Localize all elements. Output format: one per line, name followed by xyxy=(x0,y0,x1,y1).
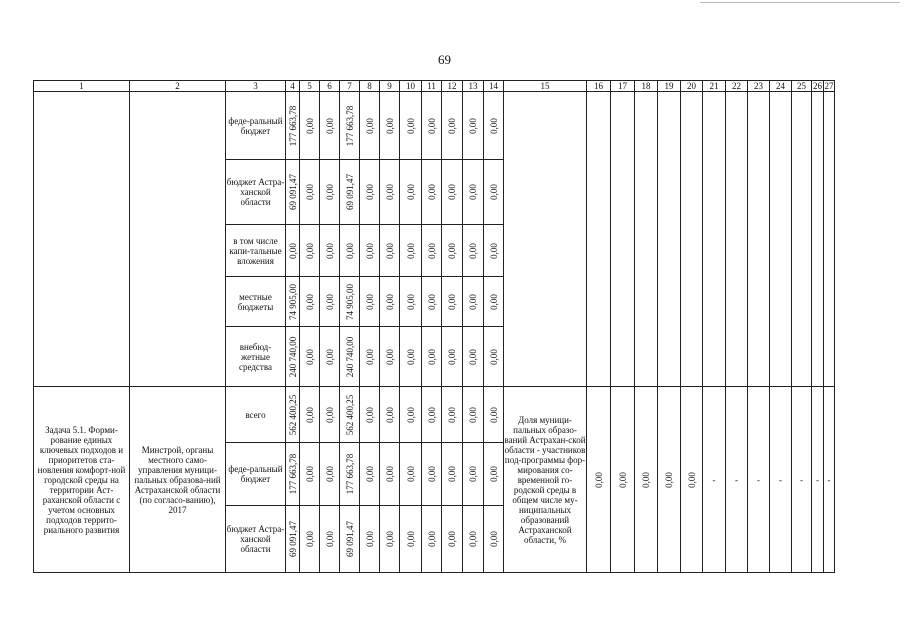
value-text: 0,00 xyxy=(304,184,315,200)
value-cell xyxy=(380,327,400,387)
indicator-dash: - xyxy=(812,387,824,573)
value-text: 0,00 xyxy=(304,117,315,134)
value-text: 0,00 xyxy=(384,466,395,482)
value-cell xyxy=(422,225,442,277)
value-text: 0,00 xyxy=(488,293,499,310)
value-text: 0,00 xyxy=(364,242,375,259)
indicator-dash: - xyxy=(770,387,792,573)
value-text: 0,00 xyxy=(426,242,437,259)
value-cell xyxy=(484,160,504,225)
column-number: 22 xyxy=(726,81,748,92)
value-cell xyxy=(286,277,300,327)
value-cell xyxy=(380,277,400,327)
column-number: 4 xyxy=(286,81,300,92)
indicator-value-empty xyxy=(635,92,658,387)
value-text: 0,00 xyxy=(384,242,395,259)
value-cell xyxy=(400,160,422,225)
value-cell xyxy=(463,506,484,573)
value-text: 0,00 xyxy=(488,117,499,134)
column-number: 13 xyxy=(463,81,484,92)
value-cell xyxy=(484,443,504,506)
value-text: 69 091,47 xyxy=(344,174,355,210)
value-text: 0,00 xyxy=(468,242,478,259)
value-text: 0,00 xyxy=(384,531,395,547)
value-cell xyxy=(380,225,400,277)
table-row xyxy=(34,92,835,160)
column-number: 12 xyxy=(442,81,463,92)
value-text: 0,00 xyxy=(426,293,437,310)
value-cell xyxy=(300,92,320,160)
indicator-value xyxy=(658,387,681,573)
value-text: 0,00 xyxy=(324,117,335,134)
column-number: 23 xyxy=(748,81,770,92)
column-number: 16 xyxy=(587,81,611,92)
value-text: 0,00 xyxy=(384,117,395,134)
value-text: 0,00 xyxy=(447,531,457,547)
value-text: 0,00 xyxy=(488,242,499,259)
value-text: 240 740,00 xyxy=(344,336,355,377)
value-text: 0,00 xyxy=(426,531,437,547)
value-text: 69 091,47 xyxy=(287,174,298,210)
value-text: 0,00 xyxy=(468,466,478,482)
value-text: 0,00 xyxy=(468,117,478,134)
column-number: 2 xyxy=(130,81,226,92)
scan-edge-line xyxy=(700,2,900,3)
value-text: 0,00 xyxy=(304,242,315,259)
value-text: 0,00 xyxy=(324,531,335,547)
indicator-value xyxy=(611,387,635,573)
value-text: 74 905,00 xyxy=(344,283,355,320)
value-text: 177 663,78 xyxy=(287,453,298,495)
value-text: 0,00 xyxy=(304,293,315,310)
indicator-value-text: 0,00 xyxy=(664,471,674,488)
value-text: 0,00 xyxy=(426,117,437,134)
value-cell xyxy=(442,327,463,387)
value-text: 0,00 xyxy=(405,348,416,365)
value-cell xyxy=(360,225,380,277)
value-cell xyxy=(286,160,300,225)
value-text: 0,00 xyxy=(488,406,499,423)
value-cell xyxy=(320,92,340,160)
value-cell xyxy=(442,225,463,277)
column-number: 8 xyxy=(360,81,380,92)
column-number: 21 xyxy=(703,81,726,92)
value-cell xyxy=(400,506,422,573)
value-cell xyxy=(286,225,300,277)
value-text: 0,00 xyxy=(426,466,437,482)
column-number: 18 xyxy=(635,81,658,92)
value-cell xyxy=(360,277,380,327)
col1-empty xyxy=(34,92,130,387)
value-text: 0,00 xyxy=(405,466,416,482)
value-text: 0,00 xyxy=(364,406,375,423)
value-cell xyxy=(300,443,320,506)
value-cell xyxy=(484,327,504,387)
value-cell xyxy=(320,277,340,327)
indicator-dash: - xyxy=(792,387,812,573)
value-cell xyxy=(463,92,484,160)
value-cell xyxy=(300,160,320,225)
budget-table xyxy=(33,80,835,573)
value-text: 0,00 xyxy=(468,293,478,310)
value-cell xyxy=(340,387,360,443)
value-text: 0,00 xyxy=(287,242,298,259)
value-text: 0,00 xyxy=(468,406,478,423)
value-text: 0,00 xyxy=(364,466,375,482)
column-number: 26 xyxy=(813,81,822,91)
value-text: 0,00 xyxy=(304,348,315,365)
value-cell xyxy=(360,506,380,573)
value-cell xyxy=(320,443,340,506)
value-text: 0,00 xyxy=(405,531,416,547)
indicator-dash: - xyxy=(748,387,770,573)
value-text: 177 663,78 xyxy=(287,105,298,146)
value-text: 0,00 xyxy=(488,348,499,365)
value-cell xyxy=(340,327,360,387)
value-cell xyxy=(400,92,422,160)
indicator-value-text: 0,00 xyxy=(686,471,697,488)
value-cell xyxy=(286,387,300,443)
indicator-value-text: 0,00 xyxy=(593,471,604,488)
value-cell xyxy=(484,92,504,160)
indicator-value-empty xyxy=(812,92,824,387)
value-cell xyxy=(400,327,422,387)
value-text: 0,00 xyxy=(364,184,375,200)
value-text: 0,00 xyxy=(488,531,499,547)
value-text: 0,00 xyxy=(384,293,395,310)
value-cell xyxy=(380,506,400,573)
value-text: 0,00 xyxy=(364,117,375,134)
value-cell xyxy=(463,160,484,225)
value-cell xyxy=(400,387,422,443)
value-text: 177 663,78 xyxy=(344,453,355,495)
value-text: 0,00 xyxy=(468,531,478,547)
value-text: 0,00 xyxy=(304,531,315,547)
value-text: 0,00 xyxy=(364,348,375,365)
indicator-value-empty xyxy=(726,92,748,387)
value-text: 0,00 xyxy=(447,117,457,134)
column-number: 25 xyxy=(792,81,812,92)
column-number: 5 xyxy=(300,81,320,92)
value-text: 177 663,78 xyxy=(344,105,355,146)
value-cell xyxy=(442,387,463,443)
value-text: 240 740,00 xyxy=(287,336,298,377)
value-cell xyxy=(286,443,300,506)
column-number: 27 xyxy=(824,81,834,91)
value-text: 0,00 xyxy=(468,184,478,200)
value-text: 0,00 xyxy=(447,293,457,310)
indicator-value-empty xyxy=(611,92,635,387)
value-text: 0,00 xyxy=(405,117,416,134)
value-text: 0,00 xyxy=(324,184,335,200)
indicator-value-empty xyxy=(770,92,792,387)
value-cell xyxy=(300,277,320,327)
value-cell xyxy=(340,443,360,506)
value-text: 0,00 xyxy=(364,293,375,310)
value-cell xyxy=(400,443,422,506)
value-cell xyxy=(300,327,320,387)
value-cell xyxy=(463,225,484,277)
value-cell xyxy=(400,225,422,277)
value-text: 0,00 xyxy=(426,348,437,365)
value-cell xyxy=(340,225,360,277)
indicator-dash: - xyxy=(824,387,835,573)
value-cell xyxy=(422,160,442,225)
value-cell xyxy=(400,277,422,327)
value-cell xyxy=(360,92,380,160)
funding-source: бюджет Астра-ханской области xyxy=(226,160,286,225)
value-text: 0,00 xyxy=(405,293,416,310)
value-cell xyxy=(422,277,442,327)
value-text: 0,00 xyxy=(488,184,499,200)
value-cell xyxy=(422,506,442,573)
indicator-value xyxy=(587,387,611,573)
value-cell xyxy=(320,506,340,573)
value-cell xyxy=(286,506,300,573)
indicator-text: Доля муници-пальных образо-ваний Астрахан-ской области - участников под-программы фор-мирования со-временной го-родской среды в общем числе му-ниципальных образований Астраханской области, % xyxy=(504,387,587,573)
value-text: 0,00 xyxy=(304,406,315,423)
funding-source: местные бюджеты xyxy=(226,277,286,327)
value-cell xyxy=(380,443,400,506)
value-cell xyxy=(340,277,360,327)
value-cell xyxy=(360,443,380,506)
table-row xyxy=(34,387,835,443)
column-number: 9 xyxy=(380,81,400,92)
funding-source: внебюд-жетные средства xyxy=(226,327,286,387)
funding-source: бюджет Астра-ханской области xyxy=(226,506,286,573)
funding-source: всего xyxy=(226,387,286,443)
value-cell xyxy=(380,160,400,225)
column-number: 15 xyxy=(504,81,587,92)
page-number: 69 xyxy=(438,52,451,67)
value-cell xyxy=(484,387,504,443)
task-title: Задача 5.1. Форми-рование единых ключевых подходов и приоритетов ста-новления комфорт-ной городской среды на территории Аст-раханской области с учетом основных подходов террито-риального развития xyxy=(34,387,130,573)
value-cell xyxy=(320,225,340,277)
value-cell xyxy=(300,506,320,573)
value-cell xyxy=(340,506,360,573)
header-row xyxy=(34,81,835,92)
value-cell xyxy=(300,225,320,277)
value-text: 0,00 xyxy=(447,242,457,259)
value-text: 562 400,25 xyxy=(344,394,355,435)
indicator-value-empty xyxy=(658,92,681,387)
value-cell xyxy=(320,160,340,225)
value-cell xyxy=(286,92,300,160)
value-cell xyxy=(286,327,300,387)
value-cell xyxy=(463,443,484,506)
value-text: 0,00 xyxy=(324,348,335,365)
column-number: 14 xyxy=(484,81,504,92)
indicator-dash: - xyxy=(703,387,726,573)
value-text: 69 091,47 xyxy=(344,521,355,557)
value-text: 562 400,25 xyxy=(287,394,298,435)
column-number: 10 xyxy=(400,81,422,92)
value-text: 0,00 xyxy=(405,406,416,423)
value-cell xyxy=(442,160,463,225)
value-text: 0,00 xyxy=(324,242,335,259)
value-cell xyxy=(422,443,442,506)
value-text: 0,00 xyxy=(324,406,335,423)
funding-source: в том числе капи-тальные вложения xyxy=(226,225,286,277)
indicator-dash: - xyxy=(726,387,748,573)
value-text: 0,00 xyxy=(447,184,457,200)
value-cell xyxy=(442,443,463,506)
value-cell xyxy=(360,387,380,443)
value-cell xyxy=(360,160,380,225)
column-number: 20 xyxy=(681,81,703,92)
task-executor: Минстрой, органы местного само-управления муници-пальных образова-ний Астраханской области (по согласо-ванию), 2017 xyxy=(130,387,226,573)
value-text: 0,00 xyxy=(447,466,457,482)
value-text: 0,00 xyxy=(447,406,457,423)
indicator-value xyxy=(635,387,658,573)
column-number: 24 xyxy=(770,81,792,92)
value-cell xyxy=(320,327,340,387)
value-cell xyxy=(360,327,380,387)
value-cell xyxy=(484,277,504,327)
value-cell xyxy=(463,387,484,443)
value-text: 0,00 xyxy=(488,466,499,482)
value-cell xyxy=(320,387,340,443)
indicator-value-empty xyxy=(587,92,611,387)
col2-empty xyxy=(130,92,226,387)
indicator-value xyxy=(681,387,703,573)
value-cell xyxy=(300,387,320,443)
value-text: 0,00 xyxy=(405,184,416,200)
value-cell xyxy=(463,327,484,387)
value-cell xyxy=(484,506,504,573)
value-text: 0,00 xyxy=(447,348,457,365)
value-text: 0,00 xyxy=(384,184,395,200)
value-cell xyxy=(422,92,442,160)
value-text: 0,00 xyxy=(405,242,416,259)
value-text: 0,00 xyxy=(384,406,395,423)
value-cell xyxy=(422,387,442,443)
value-cell xyxy=(422,327,442,387)
value-text: 0,00 xyxy=(344,242,355,259)
indicator-value-empty xyxy=(703,92,726,387)
indicator-empty xyxy=(504,92,587,387)
value-text: 69 091,47 xyxy=(287,521,298,557)
value-cell xyxy=(442,277,463,327)
value-text: 0,00 xyxy=(426,406,437,423)
value-text: 0,00 xyxy=(324,293,335,310)
column-number: 3 xyxy=(226,81,286,92)
value-cell xyxy=(442,92,463,160)
value-text: 74 905,00 xyxy=(287,283,298,320)
value-text: 0,00 xyxy=(426,184,437,200)
value-cell xyxy=(380,92,400,160)
funding-source: феде-ральный бюджет xyxy=(226,443,286,506)
value-cell xyxy=(340,160,360,225)
funding-source: феде-ральный бюджет xyxy=(226,92,286,160)
indicator-value-text: 0,00 xyxy=(617,471,628,488)
value-text: 0,00 xyxy=(364,531,375,547)
value-text: 0,00 xyxy=(304,466,315,482)
column-number: 19 xyxy=(658,81,681,92)
value-cell xyxy=(463,277,484,327)
indicator-value-empty xyxy=(792,92,812,387)
column-number: 11 xyxy=(422,81,442,92)
column-number: 6 xyxy=(320,81,340,92)
value-cell xyxy=(340,92,360,160)
column-number: 1 xyxy=(34,81,130,92)
value-cell xyxy=(442,506,463,573)
column-number: 7 xyxy=(340,81,360,92)
value-cell xyxy=(484,225,504,277)
indicator-value-empty xyxy=(681,92,703,387)
value-text: 0,00 xyxy=(324,466,335,482)
value-text: 0,00 xyxy=(468,348,478,365)
indicator-value-empty xyxy=(748,92,770,387)
value-text: 0,00 xyxy=(384,348,395,365)
indicator-value-text: 0,00 xyxy=(641,471,651,488)
column-number: 17 xyxy=(611,81,635,92)
indicator-value-empty xyxy=(824,92,835,387)
value-cell xyxy=(380,387,400,443)
